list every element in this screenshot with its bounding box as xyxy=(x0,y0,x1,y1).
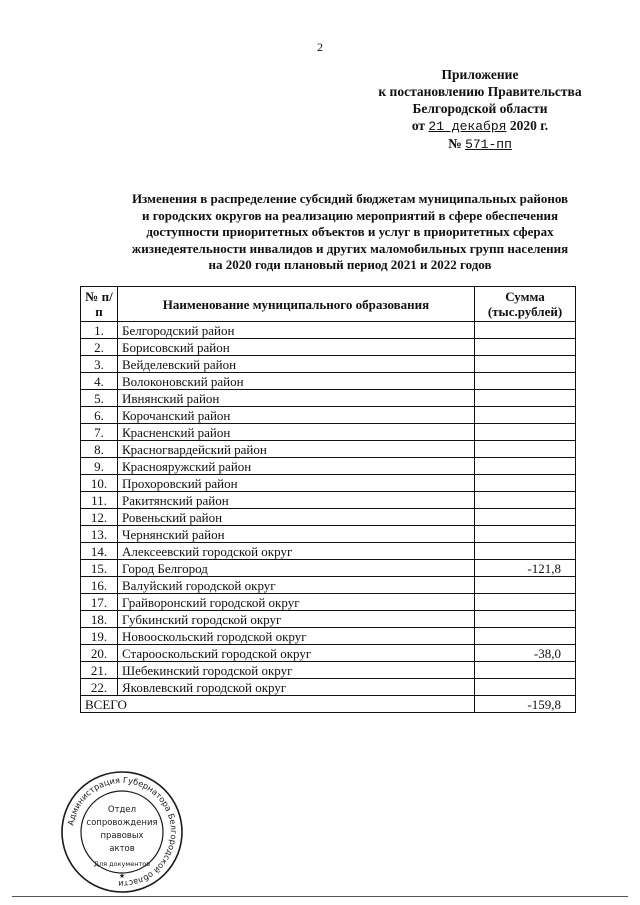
stamp-inner-line: актов xyxy=(109,844,135,854)
row-sum xyxy=(475,424,576,441)
title-line: жизнедеятельности инвалидов и других маломобильных групп населения xyxy=(131,240,569,256)
table-row xyxy=(81,356,576,373)
row-sum xyxy=(475,509,576,526)
row-sum: -38,0 xyxy=(475,645,576,662)
row-name: Вейделевский район xyxy=(118,356,475,373)
total-row xyxy=(81,696,576,713)
table-row xyxy=(81,645,576,662)
row-num: 21. xyxy=(81,662,118,679)
row-num: 14. xyxy=(81,543,118,560)
row-name: Волоконовский район xyxy=(118,373,475,390)
row-name: Город Белгород xyxy=(118,560,475,577)
row-num: 5. xyxy=(81,390,118,407)
row-name: Яковлевский городской округ xyxy=(118,679,475,696)
row-sum xyxy=(475,594,576,611)
table-row xyxy=(81,322,576,339)
table-row xyxy=(81,390,576,407)
appendix-header xyxy=(360,66,600,153)
row-name: Борисовский район xyxy=(118,339,475,356)
row-name: Ивнянский район xyxy=(118,390,475,407)
row-num: 3. xyxy=(81,356,118,373)
row-name: Ракитянский район xyxy=(118,492,475,509)
row-sum xyxy=(475,373,576,390)
row-sum xyxy=(475,475,576,492)
document-title xyxy=(100,191,600,274)
table-row xyxy=(81,679,576,696)
row-name: Шебекинский городской округ xyxy=(118,662,475,679)
row-sum: -121,8 xyxy=(475,560,576,577)
title-line: на 2020 годи плановый период 2021 и 2022 годов xyxy=(208,257,492,272)
row-num: 11. xyxy=(81,492,118,509)
row-num: 22. xyxy=(81,679,118,696)
table-row xyxy=(81,373,576,390)
row-name: Краснояружский район xyxy=(118,458,475,475)
row-num: 20. xyxy=(81,645,118,662)
date-year: 2020 г. xyxy=(509,118,549,133)
table-row xyxy=(81,339,576,356)
stamp-bottom-text: Для документов xyxy=(93,860,151,868)
number-prefix: № xyxy=(448,136,462,151)
row-num: 13. xyxy=(81,526,118,543)
row-num: 18. xyxy=(81,611,118,628)
row-name: Белгородский район xyxy=(118,322,475,339)
table-row xyxy=(81,594,576,611)
row-name: Чернянский район xyxy=(118,526,475,543)
stamp-ring-text: Администрация Губернатора Белгородской области xyxy=(65,774,180,890)
row-sum xyxy=(475,577,576,594)
total-sum: -159,8 xyxy=(475,696,576,713)
row-num: 6. xyxy=(81,407,118,424)
stamp-inner-line: сопровождения xyxy=(86,818,158,828)
stamp-inner-line: правовых xyxy=(100,831,144,841)
row-name: Грайворонский городской округ xyxy=(118,594,475,611)
table-row xyxy=(81,560,576,577)
appendix-line-3: Белгородской области xyxy=(412,101,548,116)
subsidy-table xyxy=(80,286,576,713)
row-num: 2. xyxy=(81,339,118,356)
row-num: 16. xyxy=(81,577,118,594)
table-row xyxy=(81,492,576,509)
table-row xyxy=(81,577,576,594)
stamp-star-icon: ★ xyxy=(118,872,126,880)
row-sum xyxy=(475,492,576,509)
table-row xyxy=(81,407,576,424)
table-row xyxy=(81,424,576,441)
row-num: 15. xyxy=(81,560,118,577)
row-sum xyxy=(475,611,576,628)
table-row xyxy=(81,611,576,628)
row-sum xyxy=(475,662,576,679)
title-line: доступности приоритетных объектов и услуг в приоритетных сферах xyxy=(146,224,554,239)
table-row xyxy=(81,509,576,526)
page-number: 2 xyxy=(317,40,323,54)
row-name: Ровеньский район xyxy=(118,509,475,526)
row-num: 9. xyxy=(81,458,118,475)
header-num: № п/п xyxy=(81,287,118,322)
row-sum xyxy=(475,628,576,645)
official-stamp xyxy=(60,770,184,894)
row-num: 4. xyxy=(81,373,118,390)
total-label: ВСЕГО xyxy=(81,696,475,713)
appendix-line-1: Приложение xyxy=(441,67,519,82)
row-sum xyxy=(475,356,576,373)
row-num: 1. xyxy=(81,322,118,339)
row-name: Красногвардейский район xyxy=(118,441,475,458)
table-row xyxy=(81,543,576,560)
row-name: Корочанский район xyxy=(118,407,475,424)
row-sum xyxy=(475,526,576,543)
row-sum xyxy=(475,322,576,339)
table-header-row xyxy=(81,287,576,322)
row-num: 7. xyxy=(81,424,118,441)
row-name: Валуйский городской округ xyxy=(118,577,475,594)
table-body xyxy=(81,322,576,696)
title-line: Изменения в распределение субсидий бюджетам муниципальных районов xyxy=(131,191,569,206)
title-line: и городских округов на реализацию мероприятий в сфере обеспечения xyxy=(141,207,559,223)
row-sum xyxy=(475,679,576,696)
row-sum xyxy=(475,407,576,424)
row-num: 8. xyxy=(81,441,118,458)
bottom-rule xyxy=(12,896,628,897)
row-name: Новооскольский городской округ xyxy=(118,628,475,645)
appendix-number xyxy=(360,135,600,153)
row-sum xyxy=(475,339,576,356)
row-name: Алексеевский городской округ xyxy=(118,543,475,560)
header-name: Наименование муниципального образования xyxy=(118,287,475,322)
table-row xyxy=(81,628,576,645)
table-row xyxy=(81,441,576,458)
table-row xyxy=(81,475,576,492)
row-num: 17. xyxy=(81,594,118,611)
table-row xyxy=(81,526,576,543)
appendix-line-2: к постановлению Правительства xyxy=(378,84,582,99)
date-day-month: 21 декабря xyxy=(428,119,507,134)
row-num: 19. xyxy=(81,628,118,645)
number-value: 571-пп xyxy=(465,137,512,152)
row-sum xyxy=(475,390,576,407)
appendix-date xyxy=(360,117,600,135)
row-name: Старооскольский городской округ xyxy=(118,645,475,662)
row-sum xyxy=(475,441,576,458)
row-num: 12. xyxy=(81,509,118,526)
row-name: Прохоровский район xyxy=(118,475,475,492)
row-name: Красненский район xyxy=(118,424,475,441)
row-num: 10. xyxy=(81,475,118,492)
row-name: Губкинский городской округ xyxy=(118,611,475,628)
header-sum: Сумма (тыс.рублей) xyxy=(475,287,576,322)
row-sum xyxy=(475,458,576,475)
stamp-inner-line: Отдел xyxy=(107,805,137,815)
date-prefix: от xyxy=(411,118,426,133)
row-sum xyxy=(475,543,576,560)
table-row xyxy=(81,458,576,475)
table-row xyxy=(81,662,576,679)
